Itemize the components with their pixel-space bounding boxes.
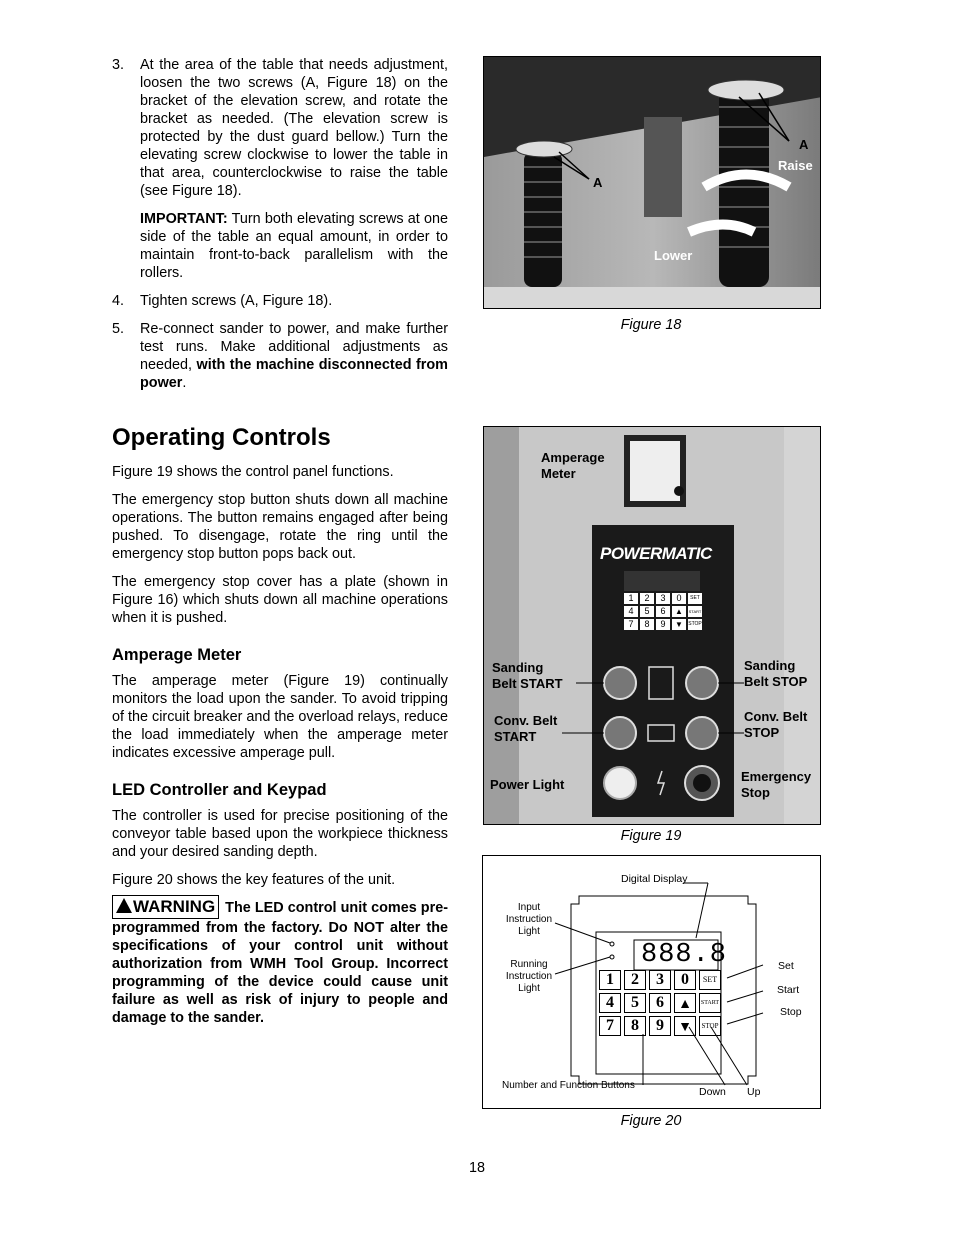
conv-stop-button	[686, 717, 718, 749]
key[interactable]: 4	[599, 993, 621, 1013]
key[interactable]: SET	[699, 970, 721, 990]
key[interactable]: 1	[599, 970, 621, 990]
warning-label: WARNING	[133, 897, 216, 916]
page-number: 18	[468, 1160, 485, 1176]
key[interactable]: 2	[624, 970, 646, 990]
step-number: 4.	[112, 293, 125, 309]
label-running-light: Running Instruction Light	[505, 959, 553, 994]
key[interactable]: STOP	[699, 1016, 721, 1036]
key[interactable]: ▲	[672, 606, 686, 617]
label-stop: Stop	[780, 1006, 802, 1018]
step-4	[112, 292, 448, 310]
sanding-stop-button	[686, 667, 718, 699]
label-lower: Lower	[654, 248, 693, 263]
emergency-stop-cap	[693, 774, 711, 792]
label-raise: Raise	[778, 158, 813, 173]
warning-triangle-icon	[116, 898, 132, 913]
label-conv-start: Conv. Belt START	[494, 713, 558, 744]
step-text: At the area of the table that needs adjustment, loosen the two screws (A, Figure 18) on the bracket of the elevation screw, and rotate the bracket as needed. (The elevation screw is protected by the dust guard bellow.) Turn the elevating screw clockwise to lower the table in that area, counterclockwise to raise the table (see Figure 18).	[140, 57, 448, 199]
key[interactable]: START	[688, 606, 702, 617]
step-bold: with the machine disconnected from power	[140, 357, 448, 391]
label-down: Down	[699, 1086, 726, 1098]
key[interactable]: 5	[640, 606, 654, 617]
paragraph: Figure 20 shows the key features of the unit.	[112, 872, 396, 888]
key[interactable]: STOP	[688, 619, 702, 630]
led-heading: LED Controller and Keypad	[112, 781, 327, 799]
label-amperage-meter: Amperage Meter	[541, 450, 605, 481]
figure-19-photo	[483, 426, 821, 825]
paragraph: Figure 19 shows the control panel functions.	[112, 464, 394, 480]
key[interactable]: 9	[649, 1016, 671, 1036]
label-up: Up	[747, 1086, 761, 1098]
conveyor-icon	[648, 725, 674, 741]
label-a2: A	[799, 137, 809, 152]
keypad	[599, 970, 721, 1036]
paragraph: The emergency stop cover has a plate (shown in Figure 16) which shuts down all machine operations when it is pushed.	[112, 574, 448, 626]
warning-block	[112, 895, 448, 1027]
key[interactable]: 4	[624, 606, 638, 617]
label-sanding-start: Sanding Belt START	[492, 660, 563, 691]
key[interactable]: 3	[649, 970, 671, 990]
step-5	[112, 320, 448, 392]
label-conv-stop: Conv. Belt STOP	[744, 709, 808, 740]
power-icon	[658, 771, 664, 795]
paragraph: The controller is used for precise positioning of the conveyor table based upon the workpiece thickness and your desired sanding depth.	[112, 808, 448, 860]
belt-icon	[649, 667, 673, 699]
label-number-function-buttons: Number and Function Buttons	[502, 1080, 635, 1091]
key[interactable]: ▲	[674, 993, 696, 1013]
warning-badge	[112, 895, 219, 919]
amperage-heading: Amperage Meter	[112, 646, 242, 664]
figure-18-caption: Figure 18	[620, 317, 682, 333]
key[interactable]: 8	[640, 619, 654, 630]
paragraph: The amperage meter (Figure 19) continually monitors the load upon the sander. To avoid tripping of the circuit breaker and the overload relays, reduce the load immediately when the amperage meter indicates excessive amperage pull.	[112, 673, 448, 761]
figure-18-photo	[483, 56, 821, 309]
step-end: .	[182, 375, 187, 391]
operating-controls-body	[112, 463, 448, 1027]
key[interactable]: ▼	[674, 1016, 696, 1036]
label-input-light: Input Instruction Light	[505, 902, 553, 937]
warning-text: The LED control unit comes pre-programmed from the factory. Do NOT alter the specifications of your control unit without authorization from WMH Tool Group. Incorrect programming of the device could cause unit failure as well as risk of injury to people and damage to the sander.	[112, 900, 448, 1026]
label-emergency-stop: Emergency Stop	[741, 769, 812, 800]
section-title: Operating Controls	[112, 424, 331, 451]
step-text: Re-connect sander to power, and make further test runs. Make additional adjustments as needed,	[140, 321, 448, 373]
step-3	[112, 56, 448, 200]
label-power-light: Power Light	[490, 777, 565, 792]
key[interactable]: 7	[599, 1016, 621, 1036]
key[interactable]: SET	[688, 593, 702, 604]
important-text: Turn both elevating screws at one side of the table an equal amount, in order to maintain front-to-back parallelism with the rollers.	[140, 211, 448, 281]
key[interactable]: 3	[656, 593, 670, 604]
steps-list	[112, 56, 448, 392]
paragraph: The emergency stop button shuts down all machine operations. The button remains engaged after being pushed. To disengage, rotate the ring until the emergency stop button pops back out.	[112, 492, 448, 562]
key[interactable]: 0	[674, 970, 696, 990]
figure-18-illustration	[484, 57, 821, 309]
label-start: Start	[777, 984, 800, 996]
figure-19-controls	[484, 427, 821, 825]
important-note	[112, 210, 448, 282]
figure-20-caption: Figure 20	[620, 1113, 682, 1129]
step-number: 5.	[112, 321, 125, 337]
key[interactable]: 0	[672, 593, 686, 604]
step-text: Tighten screws (A, Figure 18).	[140, 293, 333, 309]
key[interactable]: 6	[656, 606, 670, 617]
label-sanding-stop: Sanding Belt STOP	[744, 658, 808, 689]
important-label: IMPORTANT:	[140, 211, 228, 227]
digital-display: 888.8	[641, 940, 728, 970]
brand-logo: POWERMATIC	[600, 544, 712, 563]
figure-19-caption: Figure 19	[620, 828, 682, 844]
power-light	[604, 767, 636, 799]
conv-start-button	[604, 717, 636, 749]
label-digital-display: Digital Display	[621, 873, 688, 885]
key[interactable]: 1	[624, 593, 638, 604]
key[interactable]: 2	[640, 593, 654, 604]
key[interactable]: 6	[649, 993, 671, 1013]
key[interactable]: 9	[656, 619, 670, 630]
label-a: A	[593, 175, 603, 190]
step-number: 3.	[112, 57, 125, 73]
key[interactable]: START	[699, 993, 721, 1013]
key[interactable]: 5	[624, 993, 646, 1013]
key[interactable]: ▼	[672, 619, 686, 630]
label-set: Set	[778, 960, 794, 972]
key[interactable]: 8	[624, 1016, 646, 1036]
sanding-start-button	[604, 667, 636, 699]
figure-20-diagram	[482, 855, 821, 1109]
key[interactable]: 7	[624, 619, 638, 630]
